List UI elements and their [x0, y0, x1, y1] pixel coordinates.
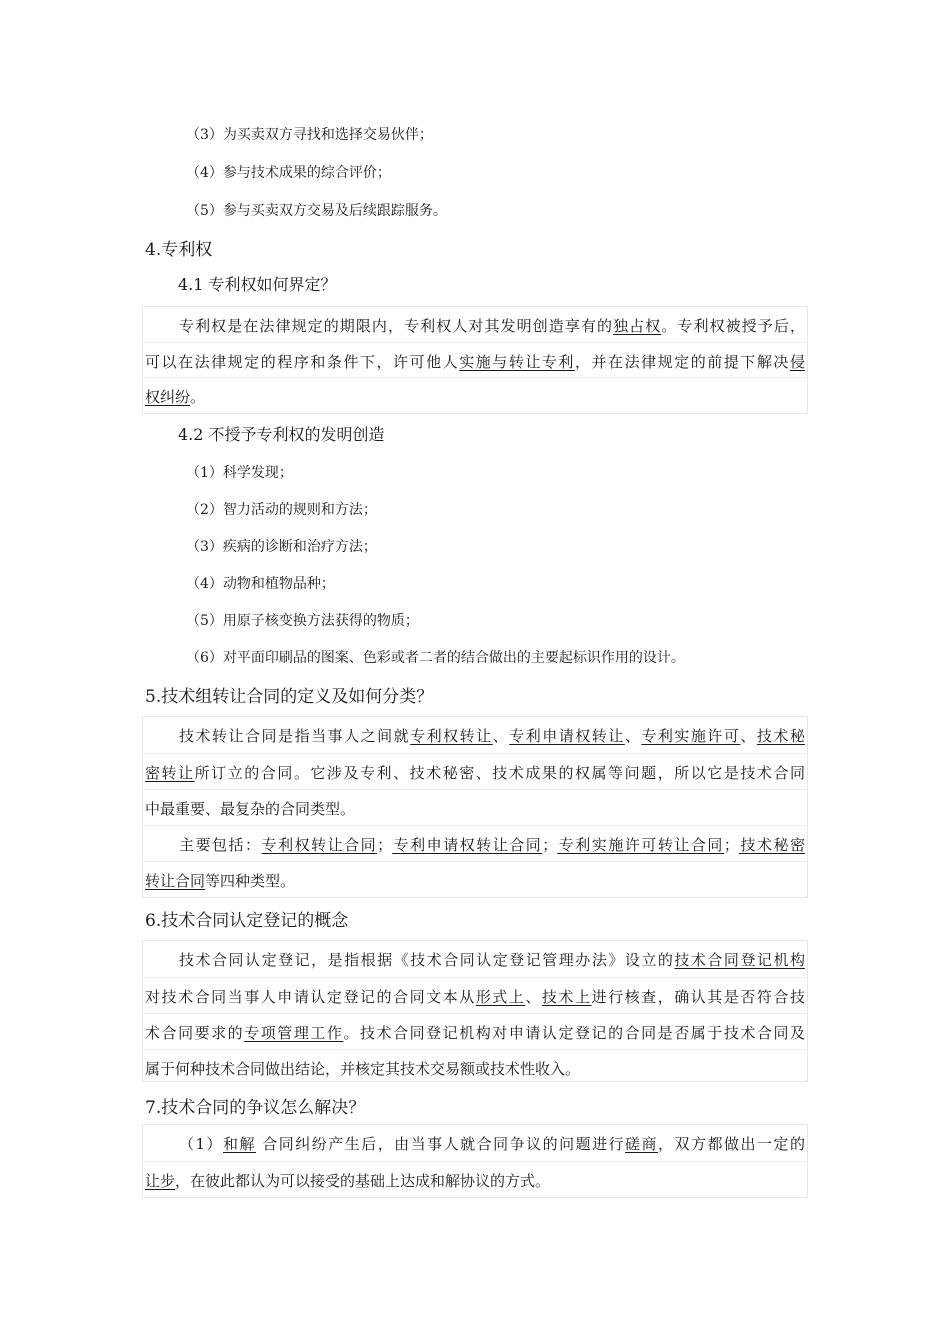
- section-heading: 5.技术组转让合同的定义及如何分类？: [145, 687, 434, 707]
- paragraph-line: 权纠纷。: [143, 377, 807, 416]
- paragraph-line: 技术合同认定登记，是指根据《技术合同认定登记管理办法》设立的技术合同登记机构: [179, 951, 805, 969]
- paragraph-line: 密转让所订立的合同。它涉及专利、技术秘密、技术成果的权属等问题，所以它是技术合同: [143, 753, 807, 792]
- list-item: （3）为买卖双方寻找和选择交易伙伴；: [186, 127, 433, 143]
- subsection-heading: 4.2 不授予专利权的发明创造: [178, 425, 385, 444]
- paragraph-line: 属于何种技术合同做出结论，并核定其技术交易额或技术性收入。: [143, 1049, 807, 1088]
- list-item: （5）参与买卖双方交易及后续跟踪服务。: [186, 203, 447, 219]
- definition-box: [142, 306, 808, 414]
- definition-box: [142, 1124, 808, 1198]
- list-item: （2）智力活动的规则和方法；: [186, 502, 377, 518]
- paragraph-line: 可以在法律规定的程序和条件下，许可他人实施与转让专利，并在法律规定的前提下解决侵: [143, 342, 807, 381]
- list-item: （5）用原子核变换方法获得的物质；: [186, 613, 419, 629]
- paragraph-line: 中最重要、最复杂的合同类型。: [143, 789, 807, 828]
- list-item: （4）动物和植物品种；: [186, 576, 335, 592]
- list-item: （3）疾病的诊断和治疗方法；: [186, 539, 377, 555]
- section-heading: 6.技术合同认定登记的概念: [145, 911, 349, 931]
- paragraph-line: 对技术合同当事人申请认定登记的合同文本从形式上、技术上进行核查，确认其是否符合技: [143, 977, 807, 1016]
- definition-box: [142, 940, 808, 1082]
- paragraph-line: 让步，在彼此都认为可以接受的基础上达成和解协议的方式。: [143, 1161, 807, 1200]
- section-heading: 4.专利权: [145, 240, 213, 260]
- paragraph-line: 主要包括：专利权转让合同；专利申请权转让合同；专利实施许可转让合同；技术秘密: [143, 825, 807, 864]
- paragraph-line: （1）和解 合同纠纷产生后，由当事人就合同争议的问题进行磋商，双方都做出一定的: [179, 1135, 805, 1153]
- list-item: （1）科学发现；: [186, 465, 293, 481]
- paragraph-line: 技术转让合同是指当事人之间就专利权转让、专利申请权转让、专利实施许可、技术秘: [179, 727, 805, 745]
- list-item: （4）参与技术成果的综合评价；: [186, 165, 391, 181]
- list-item: （6）对平面印刷品的图案、色彩或者二者的结合做出的主要起标识作用的设计。: [186, 650, 685, 666]
- subsection-heading: 4.1 专利权如何界定？: [178, 275, 337, 294]
- definition-box: [142, 716, 808, 898]
- paragraph-line: 转让合同等四种类型。: [143, 861, 807, 900]
- paragraph-line: 术合同要求的专项管理工作。技术合同登记机构对申请认定登记的合同是否属于技术合同及: [143, 1013, 807, 1052]
- section-heading: 7.技术合同的争议怎么解决？: [145, 1098, 366, 1118]
- paragraph-line: 专利权是在法律规定的期限内，专利权人对其发明创造享有的独占权。专利权被授予后，: [179, 317, 805, 335]
